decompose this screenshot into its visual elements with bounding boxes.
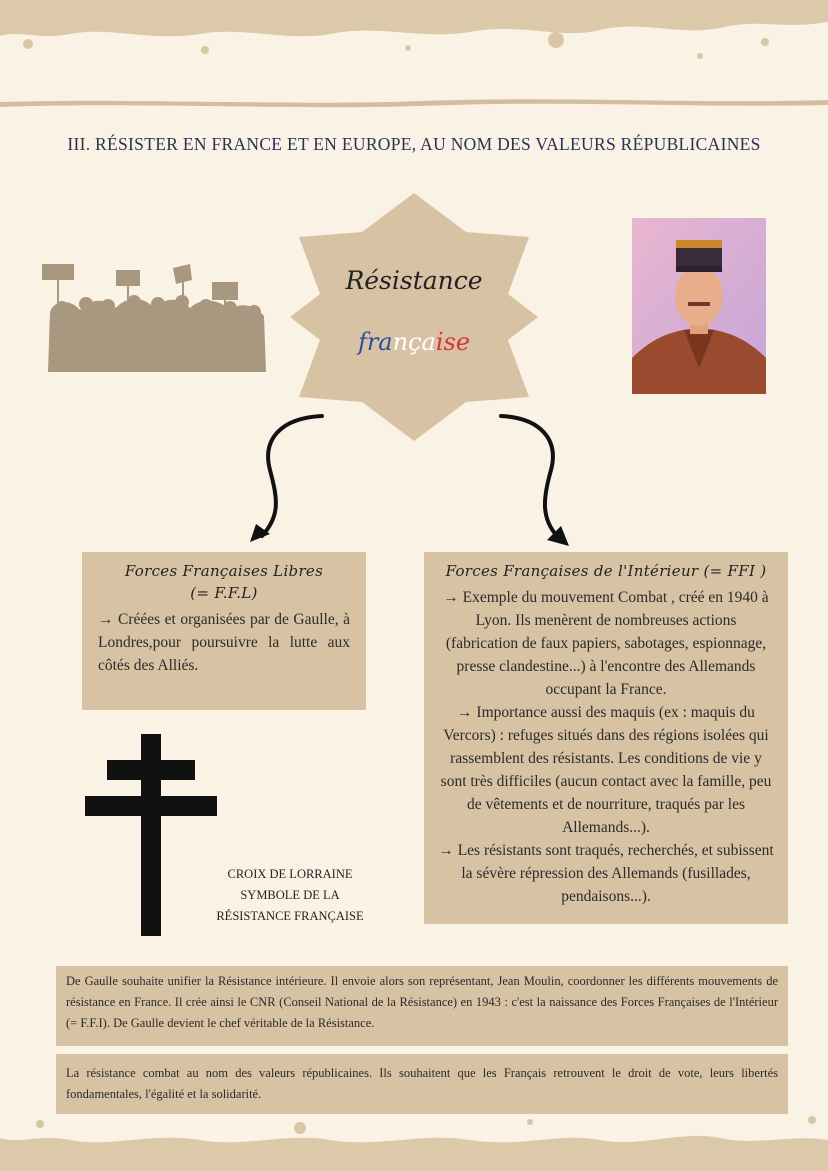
ffi-box [424,552,788,924]
star-word-part-blue: fra [357,328,393,356]
grunge-bottom-decoration [0,1110,828,1171]
croix-de-lorraine-icon [85,734,217,936]
arrow-left-curved [240,410,330,550]
ffl-title-line2: (= F.F.L) [190,584,258,602]
protest-crowd-image [40,262,270,372]
grunge-top-decoration [0,0,828,115]
star-word-part-red: ise [435,328,471,356]
croix-caption-line3: RÉSISTANCE FRANÇAISE [216,909,364,923]
resistance-star-badge [290,193,538,441]
arrow-right-curved [495,408,585,553]
croix-caption [200,864,380,927]
cnr-box: De Gaulle souhaite unifier la Résistance intérieure. Il envoie alors son représentant, Jean Moulin, coordonner les différents mouvements de résistance en France. Il crée ainsi le CNR (Conseil National de la Résistance) en 1943 : c'est la naissance des Forces Françaises de l'Intérieur (= F.F.I). De Gaulle devient le chef véritable de la Résistance. [56,966,788,1046]
ffl-box [82,552,366,710]
values-box: La résistance combat au nom des valeurs républicaines. Ils souhaitent que les Français retrouvent le droit de vote, leurs libertés fondamentales, l'égalité et la solidarité. [56,1054,788,1114]
ffl-title-line1: Forces Françaises Libres [124,562,324,580]
star-word-part-white: nça [392,328,436,356]
ffi-paragraph-1: → Exemple du mouvement Combat , créé en 1940 à Lyon. Ils menèrent de nombreuses actions (fabrication de faux papiers, sabotages, espionnage, presse clandestine...) à l'encontre des Allemands occupant la France. [443,589,769,698]
star-title-resistance: Résistance [345,266,483,295]
star-title-francaise [290,328,538,356]
ffl-text: → Créées et organisées par de Gaulle, à Londres,pour poursuivre la lutte aux côtés des Alliés. [98,611,350,674]
ffi-paragraph-2: → Importance aussi des maquis (ex : maquis du Vercors) : refuges situés dans des régions isolées qui rassemblent des résistants. Les conditions de vie y sont très difficiles (aucun contact avec la famille, peu de vêtements et de nourriture, traqués par les Allemands...). [440,704,772,836]
ffi-paragraph-3: → Les résistants sont traqués, recherchés, et subissent la sévère répression des Allemands (fusillades, pendaisons...). [438,842,774,905]
croix-caption-line1: CROIX DE LORRAINE [227,867,353,881]
page-title: III. RÉSISTER EN FRANCE ET EN EUROPE, AU NOM DES VALEURS RÉPUBLICAINES [67,134,761,154]
croix-caption-line2: SYMBOLE DE LA [240,888,340,902]
ffi-title: Forces Françaises de l'Intérieur (= FFI ) [445,562,767,580]
portrait-de-gaulle-image [632,218,766,394]
